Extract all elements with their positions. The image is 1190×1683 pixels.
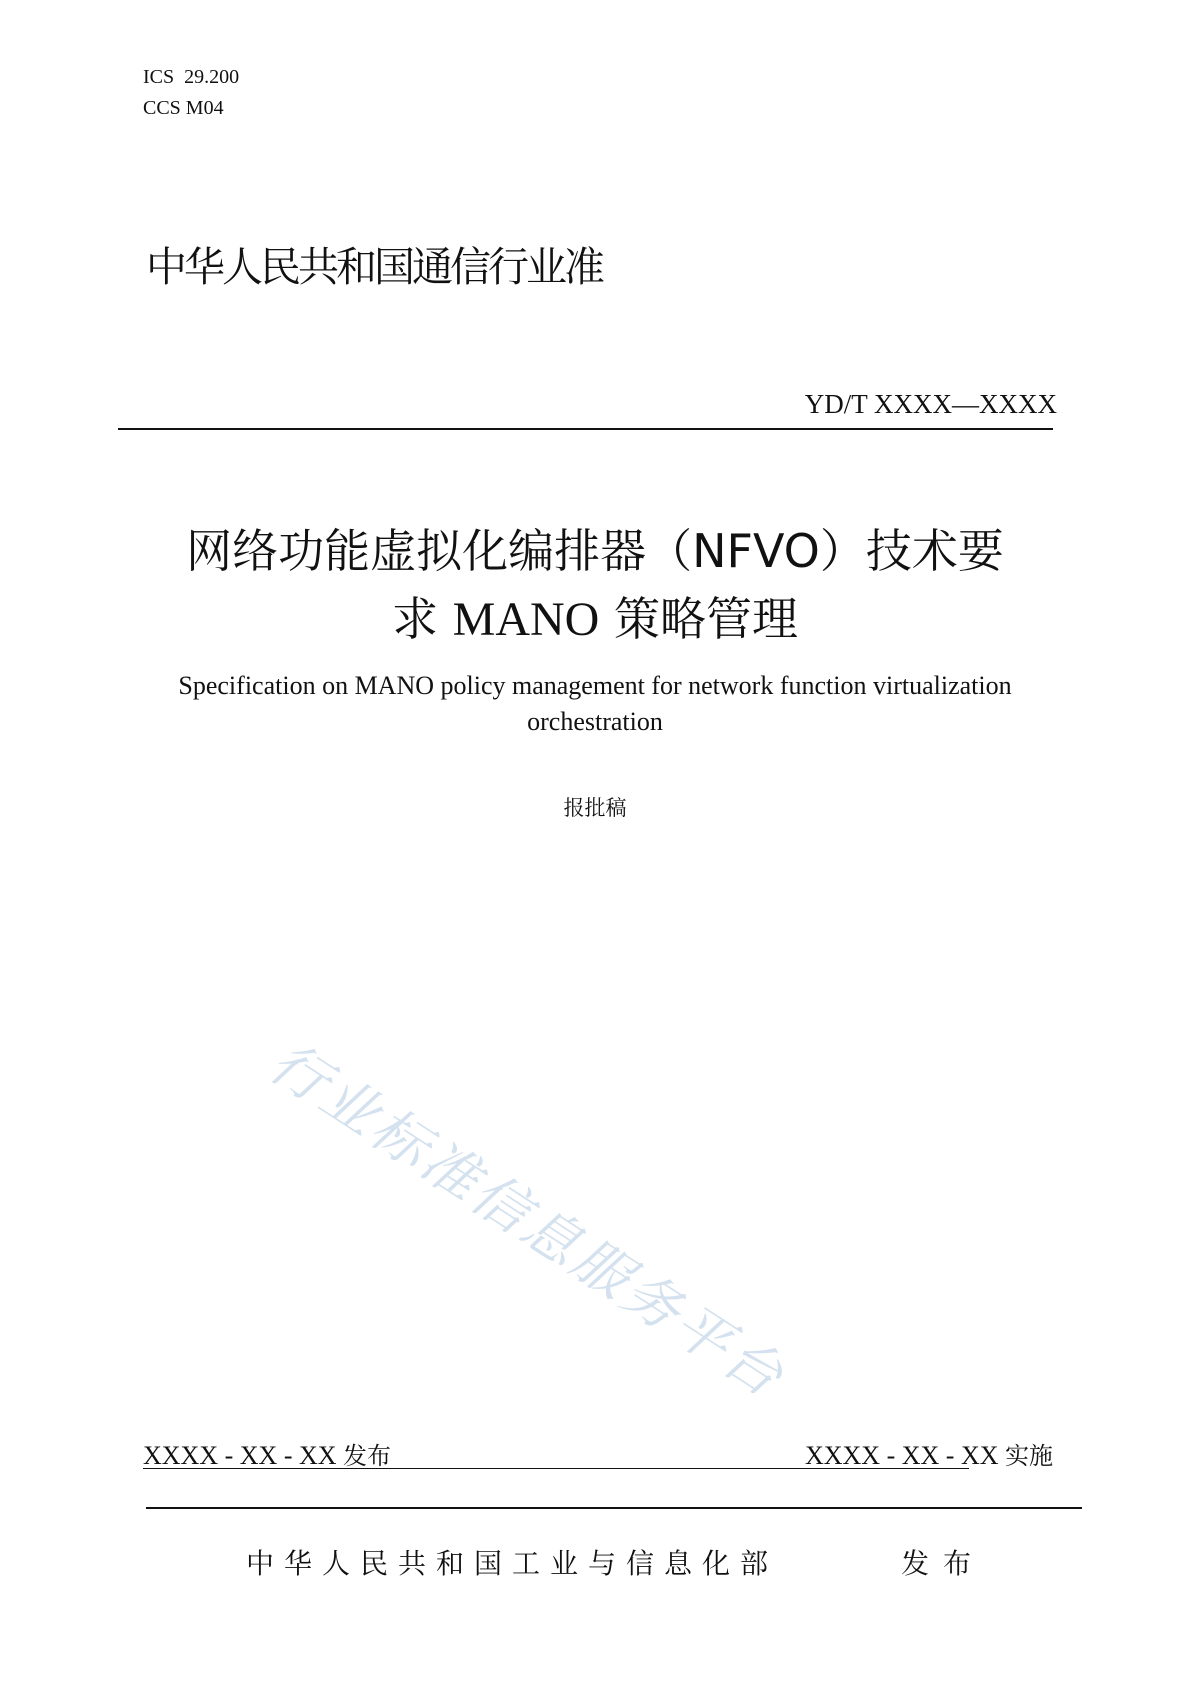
- title-cn-line-2-suffix: 策略管理: [613, 592, 798, 646]
- ccs-code: CCS M04: [143, 97, 224, 119]
- implementation-date-value: XXXX - XX - XX: [804, 1441, 999, 1470]
- top-divider: [118, 428, 1053, 430]
- publisher-name: 中华人民共和国工业与信息化部: [246, 1547, 779, 1580]
- ics-code: ICS 29.200: [143, 66, 240, 88]
- watermark: 行业标准信息服务平台: [258, 1030, 797, 1412]
- release-date-value: XXXX - XX - XX: [143, 1441, 337, 1470]
- implementation-label: 实施: [1005, 1442, 1053, 1470]
- title-cn-line-2-prefix: 求: [392, 592, 439, 646]
- release-label: 发布: [343, 1442, 392, 1470]
- publisher-action: 发布: [901, 1547, 986, 1580]
- draft-status: 报批稿: [563, 796, 627, 820]
- bottom-divider: [146, 1507, 1082, 1509]
- standard-number: YD/T XXXX—XXXX: [804, 389, 1057, 419]
- implementation-date: [805, 1436, 1053, 1471]
- classification-codes: [143, 62, 239, 124]
- date-underline: [143, 1468, 969, 1469]
- document-title-en: Specification on MANO policy management for network function virtualization orchestration: [178, 671, 1012, 736]
- document-title-cn: [0, 517, 1190, 654]
- standard-category-title: 中华人民共和国通信行业准: [146, 243, 602, 291]
- release-date: [143, 1436, 391, 1471]
- title-cn-line-1: 网络功能虚拟化编排器（NFVO）技术要: [186, 524, 1004, 578]
- title-cn-line-2: [0, 585, 1190, 654]
- title-cn-line-2-latin: MANO: [452, 593, 600, 646]
